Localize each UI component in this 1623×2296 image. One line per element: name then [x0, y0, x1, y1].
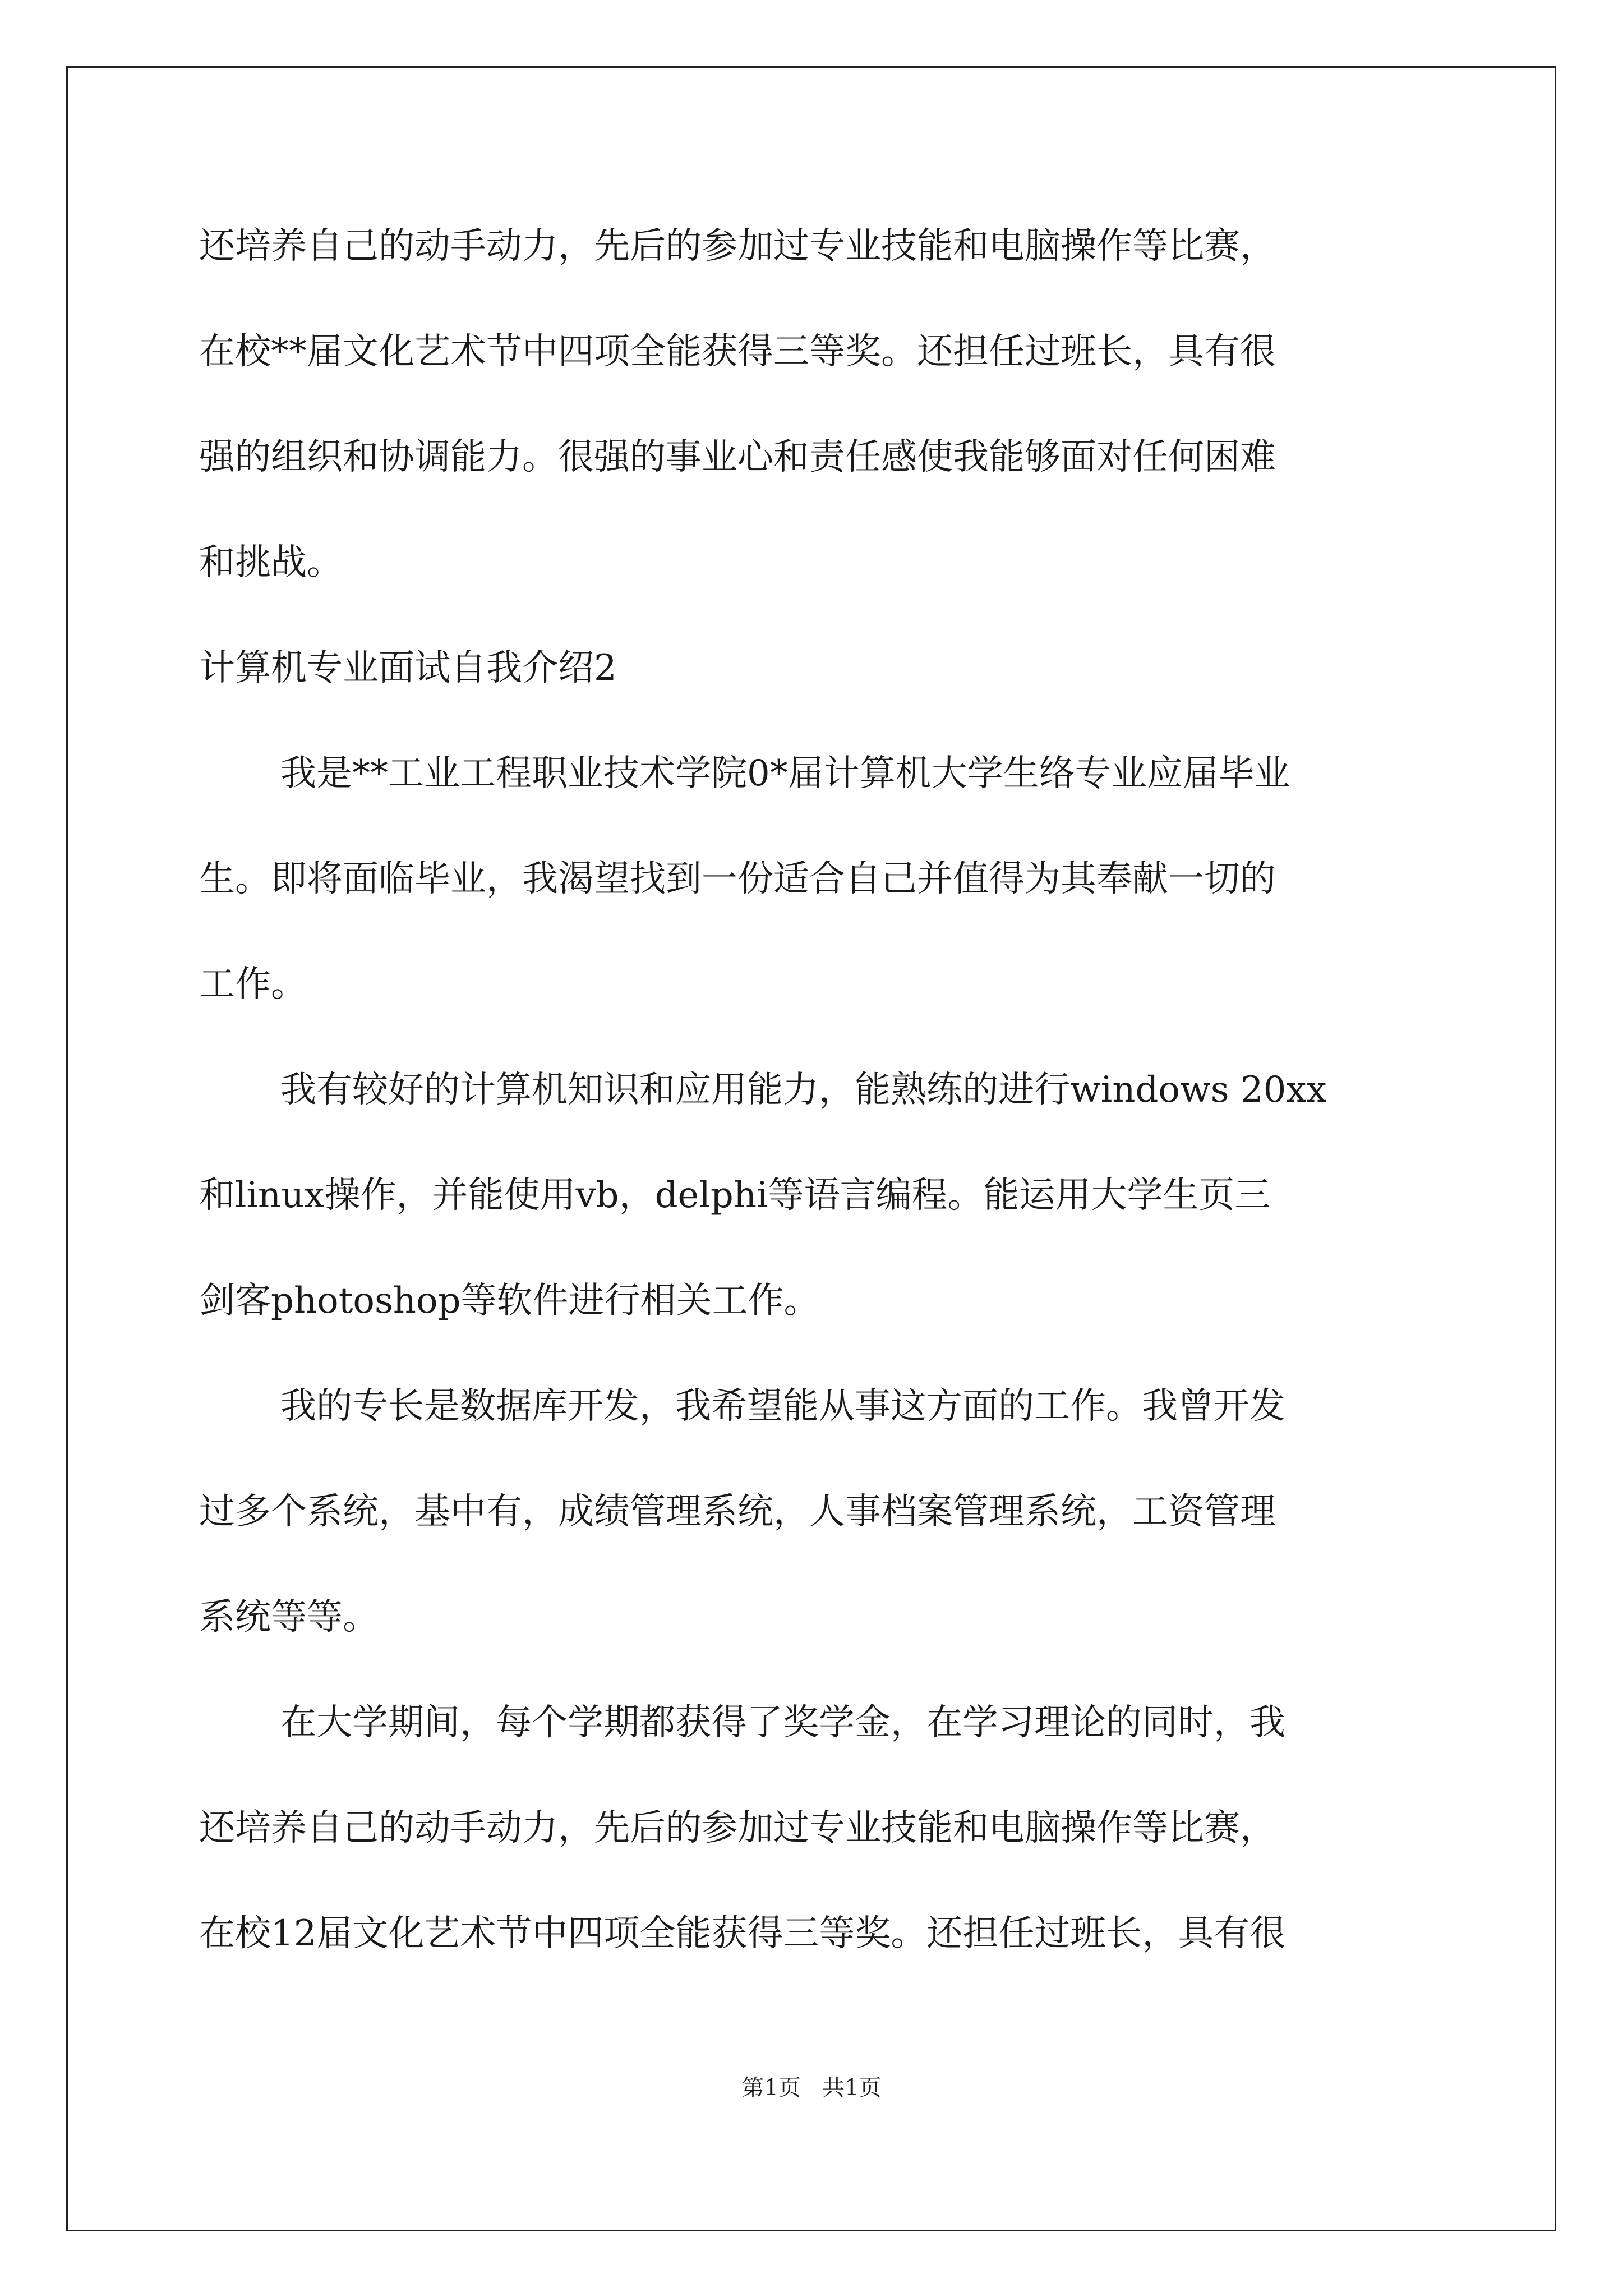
section-heading: 计算机专业面试自我介绍2 [199, 647, 617, 689]
paragraph-line: 和linux操作，并能使用vb，delphi等语言编程。能运用大学生页三 [199, 1175, 1271, 1216]
page-frame [66, 66, 1556, 2231]
paragraph-line: 工作。 [199, 964, 307, 1005]
paragraph-line: 强的组织和协调能力。很强的事业心和责任感使我能够面对任何困难 [199, 436, 1276, 478]
paragraph-line: 过多个系统，基中有，成绩管理系统，人事档案管理系统，工资管理 [199, 1491, 1276, 1533]
paragraph-line: 和挑战。 [199, 542, 343, 583]
paragraph-line: 系统等等。 [199, 1596, 379, 1638]
paragraph-line: 我有较好的计算机知识和应用能力，能熟练的进行windows 20xx [280, 1069, 1327, 1111]
paragraph-line: 还培养自己的动手动力，先后的参加过专业技能和电脑操作等比赛， [199, 1807, 1276, 1849]
paragraph-line: 还培养自己的动手动力，先后的参加过专业技能和电脑操作等比赛， [199, 226, 1276, 267]
page-footer: 第1页 共1页 [741, 2075, 882, 2101]
paragraph-line: 我的专长是数据库开发，我希望能从事这方面的工作。我曾开发 [280, 1386, 1285, 1427]
paragraph-line: 我是**工业工程职业技术学院0*届计算机大学生络专业应届毕业 [280, 753, 1290, 794]
paragraph-line: 在校**届文化艺术节中四项全能获得三等奖。还担任过班长，具有很 [199, 331, 1276, 372]
paragraph-line: 在大学期间，每个学期都获得了奖学金，在学习理论的同时，我 [280, 1702, 1285, 1743]
paragraph-line: 剑客photoshop等软件进行相关工作。 [199, 1280, 820, 1322]
paragraph-line: 生。即将面临毕业，我渴望找到一份适合自己并值得为其奉献一切的 [199, 858, 1276, 900]
paragraph-line: 在校12届文化艺术节中四项全能获得三等奖。还担任过班长，具有很 [199, 1913, 1286, 1954]
